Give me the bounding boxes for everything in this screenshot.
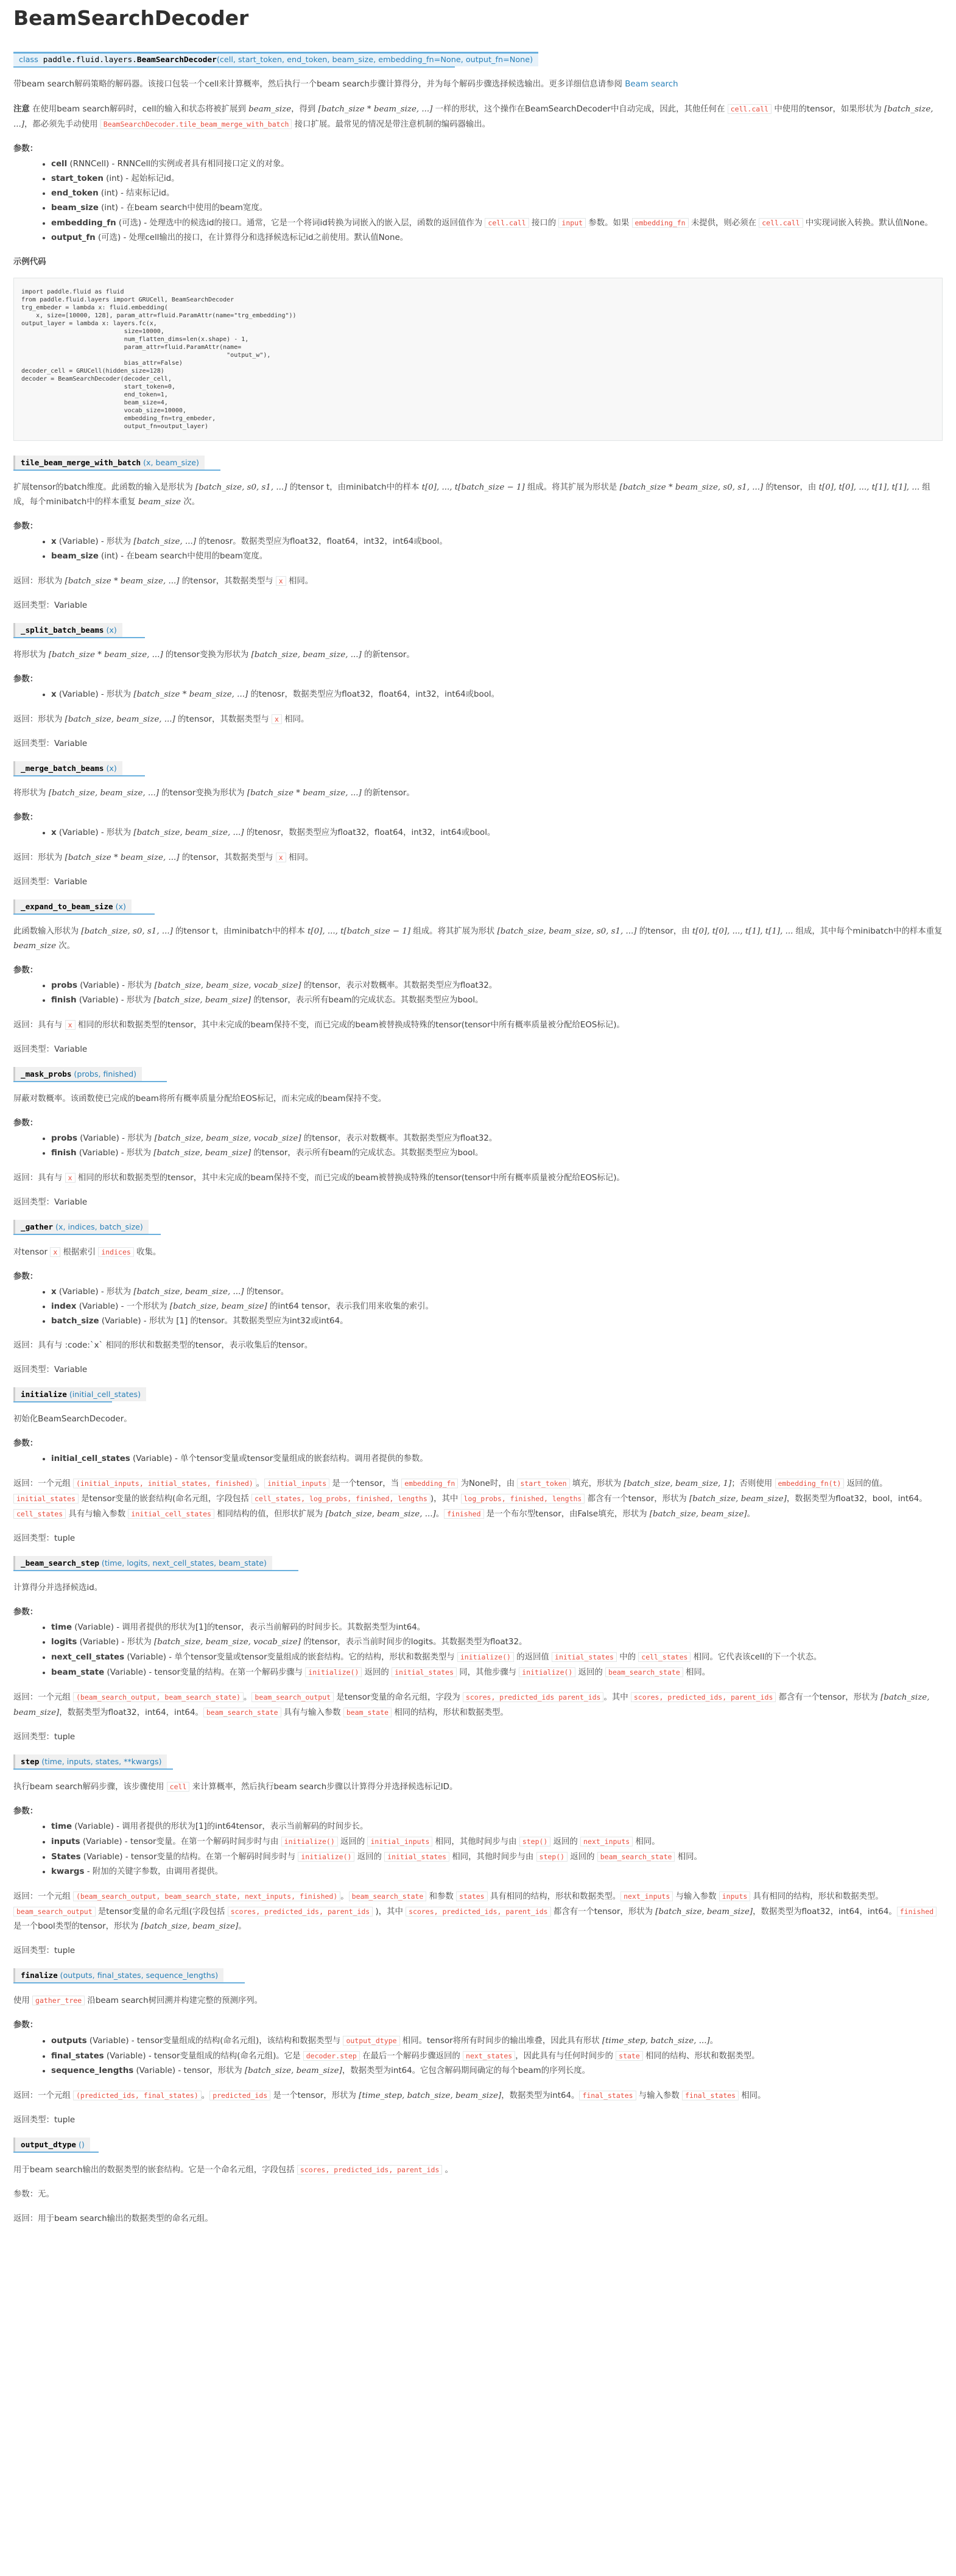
method-gather-signature: _gather (x, indices, batch_size) — [13, 1220, 149, 1234]
note: 注意 在使用beam search解码时，cell的输入和状态将被扩展到 beam_size，得到 [batch_size * beam_size, ...] 一样的形状，这个操作在BeamSearchDecoder中自动完成，因此，其他任何在 cell.call 中使用的tensor，如果形状为 [batch_size, ...]，都必须先手动使用 BeamSearchDecoder.tile_beam_merge_with_batch 接口扩展。最常见的情况是带注意机制的编码器输出。 — [13, 105, 933, 129]
method-merge-signature: _merge_batch_beams (x) — [13, 761, 122, 775]
method-finalize-params: • outputs (Variable) - tensor变量组成的结构(命名元组)，该结构和数据类型与 output_dtype 相同。tensor将所有时间步的输出堆叠，因此具有形状 [time_step, batch_size, ...]。 • final_states (Variable) - tensor变量组成的结构(命名元组)。它是 decoder.step 在最后一个解码步骤返回的 next_states ，因此具有与任何时间步的 state 相同的结构、形状和数据类型。 • sequence_lengths (Variable) - tensor，形状为 [batch_size, beam_size]，数据类型为int64。它包含解码期间确定的每个beam的序列长度。 — [13, 2033, 943, 2078]
method-mask-signature: _mask_probs (probs, finished) — [13, 1067, 142, 1081]
method-merge-return: 返回：形状为 [batch_size * beam_size, ...] 的tensor，其数据类型与 x 相同。 — [13, 853, 314, 862]
method-initialize-params: • initial_cell_states (Variable) - 单个tensor变量或tensor变量组成的嵌套结构。调用者提供的参数。 — [13, 1452, 943, 1466]
method-dtype-desc: 用于beam search输出的数据类型的嵌套结构。它是一个命名元组，字段包括 scores, predicted_ids, parent_ids 。 — [13, 2166, 454, 2175]
method-mask-params: • probs (Variable) - 形状为 [batch_size, beam_size, vocab_size] 的tensor，表示对数概率。其数据类型应为float32。 • finish (Variable) - 形状为 [batch_size, beam_size] 的tensor，表示所有beam的完成状态。其数据类型应为bool。 — [13, 1131, 943, 1161]
method-split-params: • x (Variable) - 形状为 [batch_size * beam_size, ...] 的tenosr，数据类型应为float32，float64，int32，int64或bool。 — [13, 688, 943, 702]
method-finalize-return: 返回：一个元组 (predicted_ids, final_states) 。 predicted_ids 是一个tensor，形状为 [time_step, batch_size, beam_size]，数据类型为int64。 final_states 与输入参数 final_states 相同。 — [13, 2091, 766, 2100]
method-gather-rtype: 返回类型：Variable — [13, 1365, 88, 1374]
class-args: (cell, start_token, end_token, beam_size, embedding_fn=None, output_fn=None) — [216, 55, 533, 65]
method-step-params: • time (Variable) - 调用者提供的形状为[1]的int64tensor，表示当前解码的时间步长。 • inputs (Variable) - tensor变量。在第一个解码时间步时与由 initialize() 返回的 initial_inputs 相同，其他时间步与由 step() 返回的 next_inputs 相同。 • States (Variable) - tensor变量的结构。在第一个解码时间步时与 initialize() 返回的 initial_states 相同，其他时间步与由 step() 返回的 beam_search_state 相同。 • kwargs - 附加的关键字参数，由调用者提供。 — [13, 1820, 943, 1879]
class-signature — [13, 52, 538, 66]
method-expand-desc: 此函数输入形状为 [batch_size, s0, s1, ...] 的tensor t，由minibatch中的样本 t[0], ..., t[batch_size − 1] 组成。将其扩展为形状 [batch_size, beam_size, s0, s1, ...] 的tensor，由 t[0], t[0], ..., t[1], t[1], ... 组成，其中每个minibatch中的样本重复 beam_size 次。 — [13, 927, 943, 951]
page-title: BeamSearchDecoder — [13, 6, 249, 30]
example-label: 示例代码 — [13, 258, 46, 267]
class-prefix: paddle.fluid.layers. — [43, 55, 137, 65]
param-item: • output_fn (可选) - 处理cell输出的接口，在计算得分和选择候选标记id之前使用。默认值None。 — [51, 231, 943, 245]
method-beam-step-desc: 计算得分并选择候选id。 — [13, 1583, 103, 1592]
method-expand-return: 返回：具有与 x 相同的形状和数据类型的tensor，其中未完成的beam保持不变，而已完成的beam被替换成特殊的tensor(tensor中所有概率质量被分配给EOS标记)。 — [13, 1021, 625, 1030]
method-merge-params: • x (Variable) - 形状为 [batch_size, beam_size, ...] 的tenosr，数据类型应为float32，float64，int32，int64或bool。 — [13, 826, 943, 840]
method-step-desc: 执行beam search解码步骤，该步骤使用 cell 来计算概率，然后执行beam search步骤以计算得分并选择候选标记ID。 — [13, 1782, 458, 1792]
method-step-return: 返回：一个元组 (beam_search_output, beam_search_state, next_inputs, finished) 。 beam_search_state 和参数 states 具有相同的结构，形状和数据类型。 next_inputs 与输入参数 inputs 具有相同的结构，形状和数据类型。beam_search_output 是tensor变量的命名元组(字段包括 scores, predicted_ids, parent_ids )，其中 scores, predicted_ids, parent_ids 都含有一个tensor，形状为 [batch_size, beam_size]，数据类型为float32，int64，int64。 finished 是一个bool类型的tensor，形状为 [batch_size, beam_size]。 — [13, 1889, 943, 1934]
method-expand-params: • probs (Variable) - 形状为 [batch_size, beam_size, vocab_size] 的tensor，表示对数概率。其数据类型应为float32。 • finish (Variable) - 形状为 [batch_size, beam_size] 的tensor，表示所有beam的完成状态。其数据类型应为bool。 — [13, 979, 943, 1008]
method-expand-rtype: 返回类型：Variable — [13, 1045, 88, 1054]
method-merge-desc: 将形状为 [batch_size, beam_size, ...] 的tensor变换为形状为 [batch_size * beam_size, ...] 的新tensor。 — [13, 789, 415, 798]
method-gather-return: 返回：具有与 :code:`x` 相同的形状和数据类型的tensor，表示收集后的tensor。 — [13, 1341, 313, 1350]
param-item: • beam_size (int) - 在beam search中使用的beam宽度。 — [51, 201, 943, 216]
method-mask-rtype: 返回类型：Variable — [13, 1198, 88, 1207]
method-finalize-signature: finalize (outputs, final_states, sequence_lengths) — [13, 1968, 223, 1982]
method-tile-params: • x (Variable) - 形状为 [batch_size, ...] 的tenosr。数据类型应为float32，float64，int32，int64或bool。 • beam_size (int) - 在beam search中使用的beam宽度。 — [13, 535, 943, 564]
method-initialize-return: 返回：一个元组 (initial_inputs, initial_states, finished) 。 initial_inputs 是一个tensor，当 embedding_fn 为None时，由 start_token 填充，形状为 [batch_size, beam_size, 1]；否则使用 embedding_fn(t) 返回的值。initial_states 是tensor变量的嵌套结构(命名元组，字段包括 cell_states, log_probs, finished, lengths )，其中 log_probs, finished, lengths 都含有一个tensor，形状为 [batch_size, beam_size]，数据类型为float32，bool，int64。cell_states 具有与输入参数 initial_cell_states 相同结构的值，但形状扩展为 [batch_size, beam_size, ...]。 finished 是一个布尔型tensor，由False填充，形状为 [batch_size, beam_size]。 — [13, 1479, 927, 1519]
method-beam-step-rtype: 返回类型：tuple — [13, 1733, 76, 1742]
method-tile-signature: tile_beam_merge_with_batch (x, beam_size) — [13, 456, 205, 470]
params-label: 参数： — [13, 144, 38, 153]
class-keyword: class — [19, 55, 38, 65]
class-params — [13, 157, 943, 245]
method-tile-return: 返回：形状为 [batch_size * beam_size, ...] 的tensor，其数据类型与 x 相同。 — [13, 577, 314, 586]
method-expand-signature: _expand_to_beam_size (x) — [13, 899, 132, 913]
param-item: • start_token (int) - 起始标记id。 — [51, 172, 943, 186]
method-beam-step-signature: _beam_search_step (time, logits, next_cell_states, beam_state) — [13, 1556, 272, 1570]
method-split-signature: _split_batch_beams (x) — [13, 623, 122, 637]
method-beam-step-return: 返回：一个元组 (beam_search_output, beam_search_state) 。 beam_search_output 是tensor变量的命名元组，字段为 scores, predicted_ids parent_ids 。其中 scores, predicted_ids, parent_ids 都含有一个tensor，形状为 [batch_size, beam_size]，数据类型为float32，int64，int64。 beam_search_state 具有与输入参数 beam_state 相同的结构，形状和数据类型。 — [13, 1693, 930, 1717]
method-beam-step-params: • time (Variable) - 调用者提供的形状为[1]的tensor，表示当前解码的时间步长。其数据类型为int64。 • logits (Variable) - 形状为 [batch_size, beam_size, vocab_size] 的tensor，表示当前时间步的logits。其数据类型为float32。 • next_cell_states (Variable) - 单个tensor变量或tensor变量组成的嵌套结构。它的结构，形状和数据类型与 initialize() 的返回值 initial_states 中的 cell_states 相同。它代表该cell的下一个状态。 • beam_state (Variable) - tensor变量的结构。在第一个解码步骤与 initialize() 返回的 initial_states 同，其他步骤与 initialize() 返回的 beam_search_state 相同。 — [13, 1621, 943, 1680]
method-gather-params: • x (Variable) - 形状为 [batch_size, beam_size, ...] 的tensor。 • index (Variable) - 一个形状为 [batch_size, beam_size] 的int64 tensor，表示我们用来收集的索引。 • batch_size (Variable) - 形状为 [1] 的tensor。其数据类型应为int32或int64。 — [13, 1285, 943, 1329]
method-mask-desc: 屏蔽对数概率。该函数使已完成的beam将所有概率质量分配给EOS标记，而未完成的beam保持不变。 — [13, 1094, 387, 1103]
method-initialize-desc: 初始化BeamSearchDecoder。 — [13, 1415, 132, 1424]
method-dtype-return: 返回：用于beam search输出的数据类型的命名元组。 — [13, 2214, 213, 2223]
method-step-rtype: 返回类型：tuple — [13, 1946, 76, 1955]
method-finalize-rtype: 返回类型：tuple — [13, 2116, 76, 2125]
method-mask-return: 返回：具有与 x 相同的形状和数据类型的tensor，其中未完成的beam保持不变，而已完成的beam被替换成特殊的tensor(tensor中所有概率质量被分配给EOS标记)。 — [13, 1174, 625, 1183]
method-initialize-rtype: 返回类型：tuple — [13, 1534, 76, 1543]
method-gather-desc: 对tensor x 根据索引 indices 收集。 — [13, 1248, 161, 1257]
param-item: • cell (RNNCell) - RNNCell的实例或者具有相同接口定义的对象。 — [51, 157, 943, 172]
document: BeamSearchDecoder class paddle.fluid.layers.BeamSearchDecoder(cell, start_token, end_token, beam_size, embedding_fn=None, output_fn=None) 带beam search解码策略的解码器。该接口包装一个cell来计算概率，然后执行一个beam search步骤计算得分，并为每个解码步骤选择候选输出。更多详细信息请参阅 Beam search 注意 在使用beam search解码时，cell的输入和状态将被扩展到 beam_size，得到 [batch_size * beam_size, ...] 一样的形状，这个操作在BeamSearchDecoder中自动完成，因此，其他任何在 cell.call 中使用的tensor，如果形状为 [batch_size, ...]，都必须先手动使用 BeamSearchDecoder.tile_beam_merge_with_batch 接口扩展。最常见的情况是带注意机制的编码器输出。 参数： • cell (RNNCell) - RNNCell的实例或者具有相同接口定义的对象。 • start_token (int) - 起始标记id。 • end_token (int) - 结束标记id。 • beam_size (int) - 在beam search中使用的beam宽度。 • embedding_fn (可选) - 处理选中的候选id的接口。通常，它是一个将词id转换为词嵌入的嵌入层，函数的返回值作为 cell.call 接口的 input 参数。如果 embedding_fn 未提供，则必须在 cell.call 中实现词嵌入转换。默认值None。 • output_fn (可选) - 处理cell输出的接口，在计算得分和选择候选标记id之前使用。默认值None。 示例代码 import paddle.fluid as fluid from paddle.fluid.layers import GRUCell, BeamSearchDecoder trg_embeder = lambda x: fluid.embedding( x, size=[10000, 128], param_attr=fluid.ParamAttr(name="trg_embedding")) output_layer = lambda x: layers.fc(x, size=10000, num_flatten_dims=len(x.shape) - 1, param_attr=fluid.ParamAttr(name= "output_w"), bias_attr=False) decoder_cell = GRUCell(hidden_size=128) decoder = BeamSearchDecoder(decoder_cell, start_token=0, end_token=1, beam_size=4, vocab_size=10000, embedding_fn=trg_embeder, output_fn=output_layer) tile_beam_merge_with_batch (x, beam_size) 扩展tensor的batch维度。此函数的输入是形状为 [batch_size, s0, s1, ...] 的tensor t，由minibatch中的样本 t[0], ..., t[batch_size − 1] 组成。将其扩展为形状是 [batch_size * beam_size, s0, s1, ...] 的tensor，由 t[0], t[0], ..., t[1], t[1], ... 组成，每个minibatch中的样本重复 beam_size 次。 参数： • x (Variable) - 形状为 [batch_size, ...] 的tenosr。数据类型应为float32，float64，int32，int64或bool。 • beam_size (int) - 在beam search中使用的beam宽度。 返回：形状为 [batch_size * beam_size, ...] 的tensor，其数据类型与 x 相同。 返回类型：Variable _split_batch_beams (x) 将形状为 [batch_size * beam_size, ...] 的tensor变换为形状为 [batch_size, beam_size, ...] 的新tensor。 参数： • x (Variable) - 形状为 [batch_size * beam_size, ...] 的tenosr，数据类型应为float32，float64，int32，int64或bool。 返回：形状为 [batch_size, beam_size, ...] 的tensor，其数据类型与 x 相同。 返回类型：Variable _merge_batch_beams (x) 将形状为 [batch_size, beam_size, ...] 的tensor变换为形状为 [batch_size * beam_size, ...] 的新tensor。 参数： • x (Variable) - 形状为 [batch_size, beam_size, ...] 的tenosr，数据类型应为float32，float64，int32，int64或bool。 返回：形状为 [batch_size * beam_size, ...] 的tensor，其数据类型与 x 相同。 返回类型：Variable _expand_to_beam_size (x) 此函数输入形状为 [batch_size, s0, s1, ...] 的tensor t，由minibatch中的样本 t[0], ..., t[batch_size − 1] 组成。将其扩展为形状 [batch_size, beam_size, s0, s1, ...] 的tensor，由 t[0], t[0], ..., t[1], t[1], ... 组成，其中每个minibatch中的样本重复 beam_size 次。 参数： • probs (Variable) - 形状为 [batch_size, beam_size, vocab_size] 的tensor，表示对数概率。其数据类型应为float32。 • finish (Variable) - 形状为 [batch_size, beam_size] 的tensor，表示所有beam的完成状态。其数据类型应为bool。 返回：具有与 x 相同的形状和数据类型的tensor，其中未完成的beam保持不变，而已完成的beam被替换成特殊的tensor(tensor中所有概率质量被分配给EOS标记)。 返回类型：Variable _mask_probs (probs, finished) 屏蔽对数概率。该函数使已完成的beam将所有概率质量分配给EOS标记，而未完成的beam保持不变。 参数： • probs (Variable) - 形状为 [batch_size, beam_size, vocab_size] 的tensor，表示对数概率。其数据类型应为float32。 • finish (Variable) - 形状为 [batch_size, beam_size] 的tensor，表示所有beam的完成状态。其数据类型应为bool。 返回：具有与 x 相同的形状和数据类型的tensor，其中未完成的beam保持不变，而已完成的beam被替换成特殊的tensor(tensor中所有概率质量被分配给EOS标记)。 返回类型：Variable _gather (x, indices, batch_size) 对tensor x 根据索引 indices 收集。 参数： • x (Variable) - 形状为 [batch_size, beam_size, ...] 的tensor。 • index (Variable) - 一个形状为 [batch_size, beam_size] 的int64 tensor，表示我们用来收集的索引。 • batch_size (Variable) - 形状为 [1] 的tensor。其数据类型应为int32或int64。 返回：具有与 :code:`x` 相同的形状和数据类型的tensor，表示收集后的tensor。 返回类型：Variable initialize (initial_cell_states) 初始化BeamSearchDecoder。 参数： • initial_cell_states (Variable) - 单个tensor变量或tensor变量组成的嵌套结构。调用者提供的参数。 返回：一个元组 (initial_inputs, initial_states, finished) 。 initial_inputs 是一个tensor，当 embedding_fn 为None时，由 start_token 填充，形状为 [batch_size, beam_size, 1]；否则使用 embedding_fn(t) 返回的值。initial_states 是tensor变量的嵌套结构(命名元组，字段包括 cell_states, log_probs, finished, lengths )，其中 log_probs, finished, lengths 都含有一个tensor，形状为 [batch_size, beam_size]，数据类型为float32，bool，int64。cell_states 具有与输入参数 initial_cell_states 相同结构的值，但形状扩展为 [batch_size, beam_size, ...]。 finished 是一个布尔型tensor，由False填充，形状为 [batch_size, beam_size]。 返回类型：tuple _beam_search_step (time, logits, next_cell_states, beam_state) 计算得分并选择候选id。 参数： • time (Variable) - 调用者提供的形状为[1]的tensor，表示当前解码的时间步长。其数据类型为int64。 • logits (Variable) - 形状为 [batch_size, beam_size, vocab_size] 的tensor，表示当前时间步的logits。其数据类型为float32。 • next_cell_states (Variable) - 单个tensor变量或tensor变量组成的嵌套结构。它的结构，形状和数据类型与 initialize() 的返回值 initial_states 中的 cell_states 相同。它代表该cell的下一个状态。 • beam_state (Variable) - tensor变量的结构。在第一个解码步骤与 initialize() 返回的 initial_states 同，其他步骤与 initialize() 返回的 beam_search_state 相同。 返回：一个元组 (beam_search_output, beam_search_state) 。 beam_search_output 是tensor变量的命名元组，字段为 scores, predicted_ids parent_ids 。其中 scores, predicted_ids, parent_ids 都含有一个tensor，形状为 [batch_size, beam_size]，数据类型为float32，int64，int64。 beam_search_state 具有与输入参数 beam_state 相同的结构，形状和数据类型。 返回类型：tuple step (time, inputs, states, **kwargs) 执行beam search解码步骤，该步骤使用 cell 来计算概率，然后执行beam search步骤以计算得分并选择候选标记ID。 参数： • time (Variable) - 调用者提供的形状为[1]的int64tensor，表示当前解码的时间步长。 • inputs (Variable) - tensor变量。在第一个解码时间步时与由 initialize() 返回的 initial_inputs 相同，其他时间步与由 step() 返回的 next_inputs 相同。 • States (Variable) - tensor变量的结构。在第一个解码时间步时与 initialize() 返回的 initial_states 相同，其他时间步与由 step() 返回的 beam_search_state 相同。 • kwargs - 附加的关键字参数，由调用者提供。 返回：一个元组 (beam_search_output, beam_search_state, next_inputs, finished) 。 beam_search_state 和参数 states 具有相同的结构，形状和数据类型。 next_inputs 与输入参数 inputs 具有相同的结构，形状和数据类型。beam_search_output 是tensor变量的命名元组(字段包括 scores, predicted_ids, parent_ids )，其中 scores, predicted_ids, parent_ids 都含有一个tensor，形状为 [batch_size, beam_size]，数据类型为float32，int64，int64。 finished 是一个bool类型的tensor，形状为 [batch_size, beam_size]。 返回类型：tuple finalize (outputs, final_states, sequence_lengths) 使用 gather_tree 沿beam search树回溯并构建完整的预测序列。 参数： • outputs (Variable) - tensor变量组成的结构(命名元组)，该结构和数据类型与 output_dtype 相同。tensor将所有时间步的输出堆叠，因此具有形状 [time_step, batch_size, ...]。 • final_states (Variable) - tensor变量组成的结构(命名元组)。它是 decoder.step 在最后一个解码步骤返回的 next_states ，因此具有与任何时间步的 state 相同的结构、形状和数据类型。 • sequence_lengths (Variable) - tensor，形状为 [batch_size, beam_size]，数据类型为int64。它包含解码期间确定的每个beam的序列长度。 返回：一个元组 (predicted_ids, final_states) 。 predicted_ids 是一个tensor，形状为 [time_step, batch_size, beam_size]，数据类型为int64。 final_states 与输入参数 final_states 相同。 返回类型：tuple output_dtype () 用于beam search输出的数据类型的嵌套结构。它是一个命名元组，字段包括 scores, predicted_ids, parent_ids 。 参数：无。 返回：用于beam search输出的数据类型的命名元组。 — [0, 6, 956, 2226]
method-step-signature: step (time, inputs, states, **kwargs) — [13, 1754, 167, 1768]
method-split-return: 返回：形状为 [batch_size, beam_size, ...] 的tensor，其数据类型与 x 相同。 — [13, 715, 309, 724]
method-merge-rtype: 返回类型：Variable — [13, 878, 88, 887]
method-dtype-params: 参数：无。 — [13, 2190, 54, 2199]
method-split-rtype: 返回类型：Variable — [13, 739, 88, 748]
method-tile-rtype: 返回类型：Variable — [13, 601, 88, 610]
method-dtype-signature: output_dtype () — [13, 2138, 90, 2152]
method-initialize-signature: initialize (initial_cell_states) — [13, 1387, 146, 1401]
intro: 带beam search解码策略的解码器。该接口包装一个cell来计算概率，然后执行一个beam search步骤计算得分，并为每个解码步骤选择候选输出。更多详细信息请参阅 Beam search — [13, 80, 678, 89]
class-name: BeamSearchDecoder — [136, 55, 217, 65]
param-item: • end_token (int) - 结束标记id。 — [51, 186, 943, 201]
method-tile-desc: 扩展tensor的batch维度。此函数的输入是形状为 [batch_size, s0, s1, ...] 的tensor t，由minibatch中的样本 t[0], ..., t[batch_size − 1] 组成。将其扩展为形状是 [batch_size * beam_size, s0, s1, ...] 的tensor，由 t[0], t[0], ..., t[1], t[1], ... 组成，每个minibatch中的样本重复 beam_size 次。 — [13, 483, 930, 507]
method-split-desc: 将形状为 [batch_size * beam_size, ...] 的tensor变换为形状为 [batch_size, beam_size, ...] 的新tensor。 — [13, 650, 415, 660]
example-code: import paddle.fluid as fluid from paddle.fluid.layers import GRUCell, BeamSearchDecoder trg_embeder = lambda x: fluid.embedding( x, size=[10000, 128], param_attr=fluid.ParamAttr(name="trg_embedding")) output_layer = lambda x: layers.fc(x, size=10000, num_flatten_dims=len(x.shape) - 1, param_attr=fluid.ParamAttr(name= "output_w"), bias_attr=False) decoder_cell = GRUCell(hidden_size=128) decoder = BeamSearchDecoder(decoder_cell, start_token=0, end_token=1, beam_size=4, vocab_size=10000, embedding_fn=trg_embeder, output_fn=output_layer) — [13, 278, 943, 441]
param-item: • embedding_fn (可选) - 处理选中的候选id的接口。通常，它是一个将词id转换为词嵌入的嵌入层，函数的返回值作为 cell.call 接口的 input 参数。如果 embedding_fn 未提供，则必须在 cell.call 中实现词嵌入转换。默认值None。 — [51, 216, 943, 231]
method-finalize-desc: 使用 gather_tree 沿beam search树回溯并构建完整的预测序列。 — [13, 1996, 263, 2005]
beam-search-link[interactable]: Beam search — [625, 80, 678, 89]
